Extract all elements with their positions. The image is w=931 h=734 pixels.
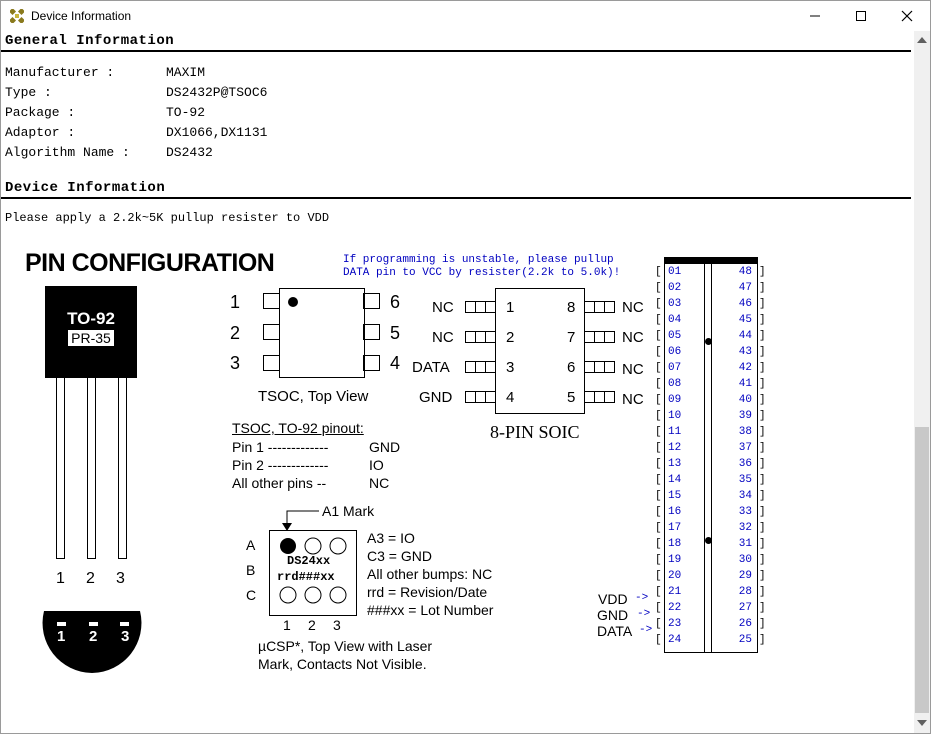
tsoc-pin-label: 4: [390, 353, 401, 373]
soic-left-num: 3: [506, 359, 515, 376]
manufacturer-value: MAXIM: [166, 65, 206, 80]
package-label: Package :: [5, 105, 76, 120]
pinout-value: NC: [369, 475, 390, 491]
socket-bracket: [: [655, 586, 662, 598]
tsoc-pad: [263, 355, 280, 371]
socket-bracket: ]: [759, 314, 766, 326]
app-logo-icon: [10, 9, 24, 23]
type-label: Type :: [5, 85, 52, 100]
soic-right-num: 5: [567, 389, 576, 406]
socket-pin-left: 21: [668, 586, 682, 598]
pinout-heading: TSOC, TO-92 pinout:: [232, 420, 364, 436]
general-divider: [1, 50, 911, 52]
close-button[interactable]: [884, 1, 930, 31]
socket-bracket: ]: [759, 474, 766, 486]
device-divider: [1, 197, 911, 199]
socket-pin-right: 31: [738, 538, 752, 550]
socket-center-slot: [704, 257, 712, 652]
tsoc-pad: [363, 355, 380, 371]
ucsp-row-label: A: [246, 537, 256, 553]
socket-pin-left: 19: [668, 554, 682, 566]
algorithm-value: DS2432: [166, 145, 213, 160]
socket-pin-right: 38: [738, 426, 752, 438]
socket-pin-right: 39: [738, 410, 752, 422]
signal-data-label: DATA: [597, 623, 633, 639]
tsoc-pin1-dot: [288, 297, 298, 307]
content-area: [1, 31, 914, 733]
socket-pin-right: 45: [738, 314, 752, 326]
soic-right-label: NC: [622, 391, 644, 408]
socket-bracket: [: [655, 538, 662, 550]
socket-pin-right: 41: [738, 378, 752, 390]
socket-pin-right: 35: [738, 474, 752, 486]
ucsp-col-label: 2: [308, 617, 316, 633]
scroll-up-icon[interactable]: [917, 37, 927, 43]
socket-pin-right: 47: [738, 282, 752, 294]
socket-bracket: ]: [759, 602, 766, 614]
socket-pin-right: 28: [738, 586, 752, 598]
socket-pin-right: 36: [738, 458, 752, 470]
socket-bracket: [: [655, 330, 662, 342]
soic-left-label: GND: [419, 389, 453, 406]
socket-bracket: ]: [759, 522, 766, 534]
to92-pin-2: 2: [86, 570, 95, 587]
socket-pin-left: 20: [668, 570, 682, 582]
ucsp-chip-text: DS24xx: [287, 554, 331, 568]
scroll-down-icon[interactable]: [917, 720, 927, 726]
tsoc-pad: [263, 324, 280, 340]
pinout-name: All other pins --: [232, 475, 327, 491]
socket-pin-left: 15: [668, 490, 682, 502]
soic-right-label: NC: [622, 361, 644, 378]
socket-pin-right: 48: [738, 266, 752, 278]
socket-bracket: ]: [759, 458, 766, 470]
title-bar[interactable]: [1, 1, 930, 31]
socket-pin-left: 11: [668, 426, 682, 438]
socket-pin-right: 25: [738, 634, 752, 646]
tsoc-pin-label: 2: [230, 323, 241, 343]
socket-bracket: ]: [759, 394, 766, 406]
to92-sublabel: PR-35: [68, 330, 114, 346]
socket-bracket: ]: [759, 426, 766, 438]
socket-bracket: [: [655, 266, 662, 278]
socket-pin-left: 08: [668, 378, 682, 390]
socket-pin-left: 13: [668, 458, 682, 470]
ucsp-row-label: C: [246, 587, 257, 603]
socket-pin-left: 02: [668, 282, 682, 294]
type-value: DS2432P@TSOC6: [166, 85, 268, 100]
adaptor-value: DX1066,DX1131: [166, 125, 268, 140]
algorithm-label: Algorithm Name :: [5, 145, 130, 160]
pinout-name: Pin 1 -------------: [232, 439, 329, 455]
ucsp-legend: C3 = GND: [367, 548, 432, 564]
tsoc-pad: [363, 293, 380, 309]
socket-bracket: ]: [759, 330, 766, 342]
pullup-note: Please apply a 2.2k~5K pullup resister to VDD: [5, 211, 330, 225]
socket-bracket: ]: [759, 362, 766, 374]
ucsp-legend: rrd = Revision/Date: [367, 584, 488, 600]
minimize-button[interactable]: [792, 1, 838, 31]
socket-bracket: [: [655, 506, 662, 518]
socket-pin-right: 44: [738, 330, 752, 342]
socket-bracket: [: [655, 458, 662, 470]
socket-bracket: [: [655, 522, 662, 534]
ucsp-row-label: B: [246, 562, 256, 578]
to92-pin-3: 3: [116, 570, 125, 587]
maximize-button[interactable]: [838, 1, 884, 31]
pinout-name: Pin 2 -------------: [232, 457, 329, 473]
socket-pin-right: 37: [738, 442, 752, 454]
socket-pin-left: 14: [668, 474, 682, 486]
socket-pin-right: 27: [738, 602, 752, 614]
to92-bottom-pin-2: 2: [89, 628, 98, 645]
socket-pin-right: 43: [738, 346, 752, 358]
socket-bracket: [: [655, 378, 662, 390]
ucsp-legend: All other bumps: NC: [367, 566, 493, 582]
ucsp-col-label: 3: [333, 617, 341, 633]
socket-bracket: [: [655, 346, 662, 358]
socket-pin-left: 12: [668, 442, 682, 454]
pin-config-title: PIN CONFIGURATION: [25, 249, 275, 277]
soic-left-num: 4: [506, 389, 515, 406]
socket-bracket: ]: [759, 618, 766, 630]
socket-bracket: [: [655, 442, 662, 454]
ucsp-caption: µCSP*, Top View with Laser: [258, 638, 433, 654]
signal-gnd-label: GND: [597, 607, 629, 623]
pinout-value: GND: [369, 439, 401, 455]
to92-pin-1: 1: [56, 570, 65, 587]
socket-bracket: ]: [759, 266, 766, 278]
device-heading: Device Information: [5, 180, 166, 196]
socket-pin-right: 30: [738, 554, 752, 566]
socket-pin-left: 09: [668, 394, 682, 406]
socket-pin-right: 46: [738, 298, 752, 310]
soic-left-label: DATA: [412, 359, 450, 376]
tsoc-pin-label: 6: [390, 292, 401, 312]
socket-pin-left: 07: [668, 362, 682, 374]
socket-bracket: ]: [759, 410, 766, 422]
window-title: Device Information: [31, 9, 132, 23]
ucsp-caption: Mark, Contacts Not Visible.: [258, 656, 427, 672]
ucsp-legend: A3 = IO: [367, 530, 415, 546]
socket-bracket: [: [655, 554, 662, 566]
soic-right-label: NC: [622, 329, 644, 346]
socket-pin-right: 34: [738, 490, 752, 502]
socket-bracket: [: [655, 298, 662, 310]
to92-label: TO-92: [67, 309, 115, 328]
socket-bracket: ]: [759, 634, 766, 646]
socket-pin-left: 03: [668, 298, 682, 310]
socket-pin-left: 10: [668, 410, 682, 422]
socket-bracket: [: [655, 282, 662, 294]
socket-bracket: [: [655, 314, 662, 326]
vertical-scrollbar[interactable]: [914, 31, 930, 733]
socket-bracket: ]: [759, 554, 766, 566]
soic-left-label: NC: [432, 329, 454, 346]
socket-bracket: [: [655, 394, 662, 406]
minimize-icon: [809, 10, 821, 22]
package-value: TO-92: [166, 105, 206, 120]
soic-right-num: 8: [567, 299, 576, 316]
socket-pin-left: 22: [668, 602, 682, 614]
socket-bracket: [: [655, 474, 662, 486]
tsoc-caption: TSOC, Top View: [258, 388, 369, 405]
soic-left-num: 2: [506, 329, 515, 346]
socket-pin-right: 42: [738, 362, 752, 374]
manufacturer-label: Manufacturer :: [5, 65, 115, 80]
socket-bracket: ]: [759, 586, 766, 598]
ucsp-col-label: 1: [283, 617, 291, 633]
socket-bracket: [: [655, 618, 662, 630]
to92-lead-2: [87, 378, 96, 559]
maximize-icon: [855, 10, 867, 22]
socket-pin-left: 05: [668, 330, 682, 342]
socket-bracket: ]: [759, 298, 766, 310]
socket-pin-left: 04: [668, 314, 682, 326]
socket-pin-left: 01: [668, 266, 682, 278]
pinout-value: IO: [369, 457, 384, 473]
socket-pin-right: 26: [738, 618, 752, 630]
socket-bracket: ]: [759, 378, 766, 390]
ucsp-chip-text: rrd###xx: [277, 570, 335, 584]
soic-left-num: 1: [506, 299, 515, 316]
to92-lead-3: [118, 378, 127, 559]
socket-dot: [705, 537, 712, 544]
socket-dot: [705, 338, 712, 345]
scroll-thumb[interactable]: [915, 427, 929, 713]
general-heading: General Information: [5, 33, 175, 49]
signal-arrow: ->: [637, 608, 651, 620]
signal-vdd-label: VDD: [598, 591, 628, 607]
ucsp-legend: ###xx = Lot Number: [367, 602, 494, 618]
socket-pin-right: 33: [738, 506, 752, 518]
soic-right-num: 6: [567, 359, 576, 376]
tsoc-pad: [363, 324, 380, 340]
socket-bracket: ]: [759, 282, 766, 294]
signal-arrow: ->: [639, 624, 653, 636]
tsoc-pin-label: 1: [230, 292, 241, 312]
tsoc-pin-label: 5: [390, 323, 401, 343]
socket-bracket: ]: [759, 442, 766, 454]
to92-lead-1: [56, 378, 65, 559]
soic-caption: 8-PIN SOIC: [490, 422, 580, 442]
socket-pin-left: 18: [668, 538, 682, 550]
a1-mark-label: A1 Mark: [322, 503, 375, 519]
soic-right-label: NC: [622, 299, 644, 316]
to92-bottom-pin-1: 1: [57, 628, 66, 645]
socket-bracket: [: [655, 634, 662, 646]
socket-pin-right: 32: [738, 522, 752, 534]
tsoc-pad: [263, 293, 280, 309]
socket-bracket: ]: [759, 490, 766, 502]
socket-bracket: ]: [759, 538, 766, 550]
socket-pin-right: 29: [738, 570, 752, 582]
socket-bracket: [: [655, 602, 662, 614]
socket-bracket: ]: [759, 506, 766, 518]
socket-bracket: [: [655, 426, 662, 438]
socket-pin-right: 40: [738, 394, 752, 406]
socket-bracket: [: [655, 570, 662, 582]
socket-bracket: ]: [759, 570, 766, 582]
socket-pin-left: 17: [668, 522, 682, 534]
pin-diagram: [1, 231, 914, 733]
socket-pin-left: 23: [668, 618, 682, 630]
socket-bracket: [: [655, 362, 662, 374]
socket-bracket: [: [655, 490, 662, 502]
close-icon: [901, 10, 913, 22]
adaptor-label: Adaptor :: [5, 125, 76, 140]
socket-pin-left: 06: [668, 346, 682, 358]
socket-pin-left: 16: [668, 506, 682, 518]
pullup-warning: DATA pin to VCC by resister(2.2k to 5.0k)!: [343, 267, 621, 279]
signal-arrow: ->: [635, 592, 649, 604]
socket-bracket: [: [655, 410, 662, 422]
soic-leads: [463, 288, 617, 412]
pullup-warning: If programming is unstable, please pullup: [343, 254, 614, 266]
tsoc-pin-label: 3: [230, 353, 241, 373]
soic-right-num: 7: [567, 329, 576, 346]
socket-bracket: ]: [759, 346, 766, 358]
to92-bottom-pin-3: 3: [121, 628, 130, 645]
soic-left-label: NC: [432, 299, 454, 316]
socket-pin-left: 24: [668, 634, 682, 646]
